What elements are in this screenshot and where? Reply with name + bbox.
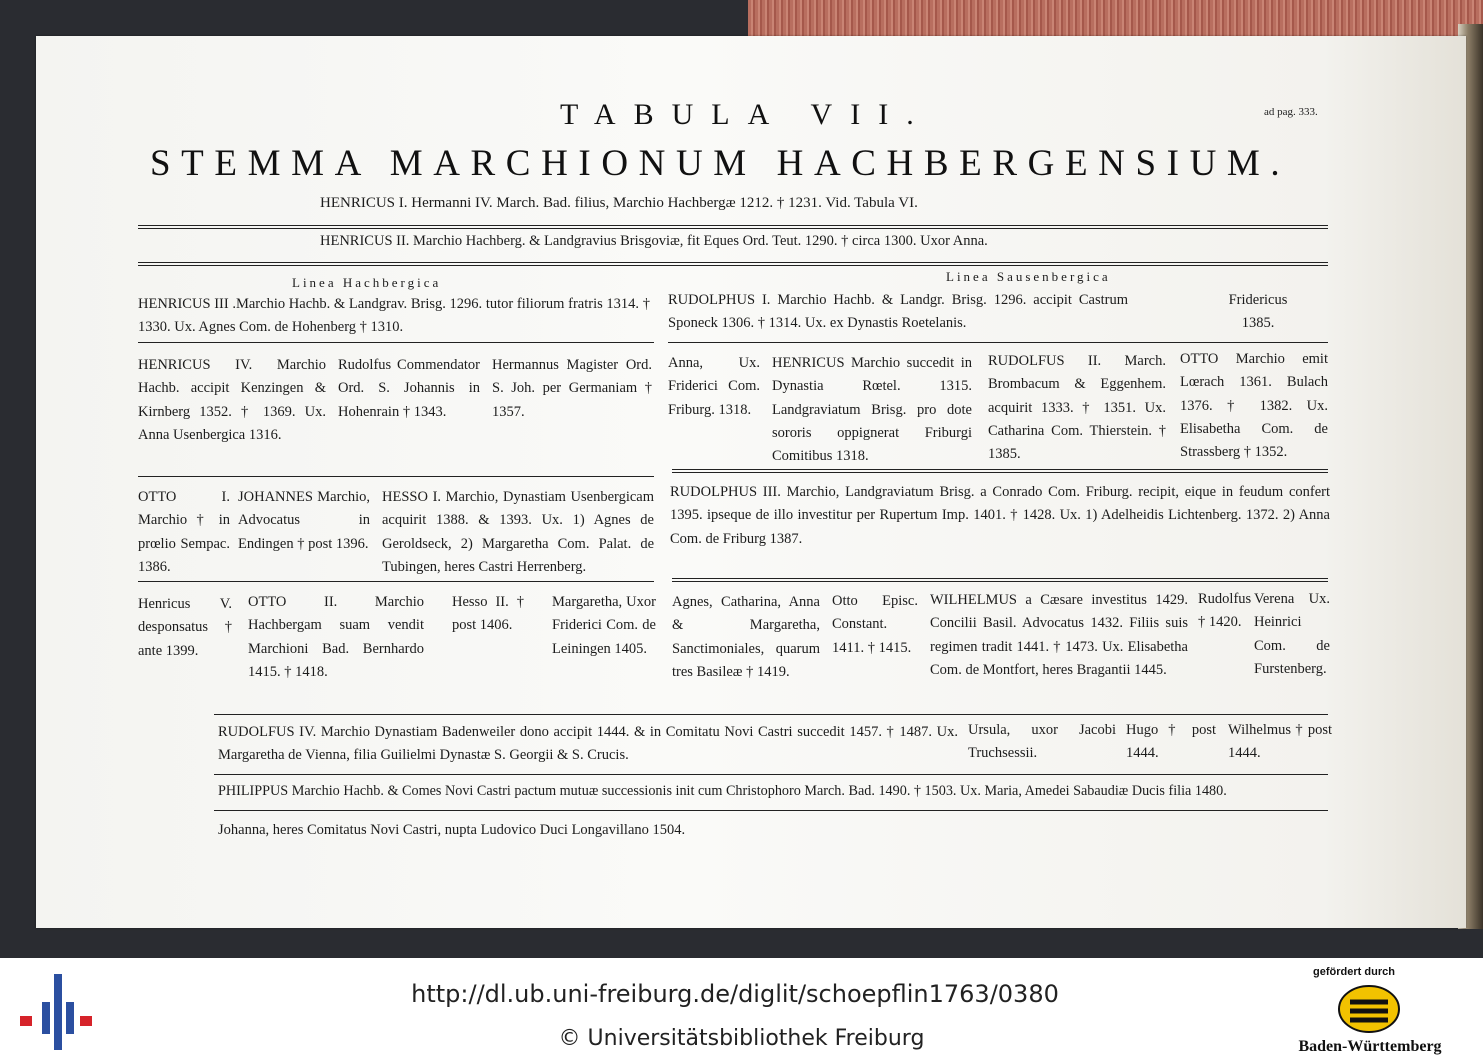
divider bbox=[138, 342, 654, 343]
baden-wuerttemberg-crest-icon bbox=[1336, 984, 1402, 1034]
divider bbox=[138, 225, 1328, 229]
agnes-catharina: Agnes, Catharina, Anna & Margaretha, Sanctimoniales, quarum tres Basileæ † 1419. bbox=[672, 594, 820, 680]
wilhelmus: WILHELMUS a Cæsare investitus 1429. Concilii Basil. Advocatus 1432. Filiis suis regimen tradit 1441. † 1473. Ux. Elisabetha Com. de Montfort, heres Bragantii 1445. bbox=[930, 592, 1188, 678]
divider bbox=[672, 578, 1328, 582]
hesso-1: HESSO I. Marchio, Dynastiam Usenbergicam acquirit 1388. & 1393. Ux. 1) Agnes de Geroldseck, 2) Margaretha Com. Palat. de Tubingen, heres Castri Herrenberg. bbox=[382, 489, 654, 575]
hermannus: Hermannus Magister Ord. S. Joh. per Germaniam † 1357. bbox=[492, 357, 652, 420]
funder-name: Baden-Württemberg bbox=[1298, 1038, 1442, 1055]
rudolphus-3: RUDOLPHUS III. Marchio, Landgraviatum Brisg. a Conrado Com. Friburg. recipit, eique in feudum confert 1395. ipseque de illo investitur per Rupertum Imp. 1401. † 1428. Ux. 1) Adelheidis Lichtenberg. 1372. 2) Anna Com. de Friburg 1387. bbox=[670, 484, 1330, 547]
johanna: Johanna, heres Comitatus Novi Castri, nupta Ludovico Duci Longavillano 1504. bbox=[218, 822, 686, 838]
philippus: PHILIPPUS Marchio Hachb. & Comes Novi Castri pactum mutuæ successionis init cum Christophoro March. Bad. 1490. † 1503. Ux. Maria, Amedei Sabaudiæ Ducis filia 1480. bbox=[218, 783, 1227, 799]
divider bbox=[138, 262, 1328, 266]
henricus-1: HENRICUS I. Hermanni IV. March. Bad. filius, Marchio Hachbergæ 1212. † 1231. Vid. Tabula VI. bbox=[320, 195, 918, 211]
divider bbox=[138, 476, 654, 477]
page-title: TABULA VII. bbox=[560, 98, 932, 131]
rudolfus-small: Rudolfus † 1420. bbox=[1198, 591, 1252, 631]
hesso-2: Hesso II. † post 1406. bbox=[452, 594, 524, 634]
linea-sausenbergica: Linea Sausenbergica bbox=[946, 269, 1111, 284]
copyright: © Universitätsbibliothek Freiburg bbox=[558, 1026, 925, 1051]
henricus-2: HENRICUS II. Marchio Hachberg. & Landgravius Brisgoviæ, fit Eques Ord. Teut. 1290. † circa 1300. Uxor Anna. bbox=[320, 233, 988, 249]
rudolfus-2: RUDOLFUS II. March. Brombacum & Eggenhem. acquirit 1333. † 1351. Ux. Catharina Com. Thierstein. † 1385. bbox=[988, 353, 1166, 463]
funding-note: gefördert durch bbox=[1313, 966, 1395, 978]
hugo: Hugo † post 1444. bbox=[1126, 722, 1216, 762]
page-subtitle: STEMMA MARCHIONUM HACHBERGENSIUM. bbox=[150, 143, 1291, 184]
otto-episc: Otto Episc. Constant. 1411. † 1415. bbox=[832, 593, 918, 656]
ursula: Ursula, uxor Jacobi Truchsessii. bbox=[968, 722, 1116, 762]
johannes: JOHANNES Marchio, Advocatus in Endingen † post 1396. bbox=[238, 489, 370, 552]
verena: Verena Ux. Heinrici Com. de Furstenberg. bbox=[1254, 591, 1330, 677]
otto-2: OTTO II. Marchio Hachbergam suam vendit Marchioni Bad. Bernhardo 1415. † 1418. bbox=[248, 594, 424, 680]
divider bbox=[214, 774, 1328, 775]
rudolphus-1: RUDOLPHUS I. Marchio Hachb. & Landgr. Brisg. 1296. accipit Castrum Sponeck 1306. † 1314. Ux. ex Dynastis Roetelanis. bbox=[668, 292, 1128, 332]
divider bbox=[214, 714, 1328, 715]
henricus-4: HENRICUS IV. Marchio Hachb. accipit Kenzingen & Kirnberg 1352. † 1369. Ux. Anna Usenbergica 1316. bbox=[138, 357, 326, 443]
wilhelmus-2: Wilhelmus † post 1444. bbox=[1228, 722, 1332, 762]
book-page-edges bbox=[748, 0, 1483, 36]
permalink-url[interactable]: http://dl.ub.uni-freiburg.de/diglit/schoepflin1763/0380 bbox=[411, 980, 1059, 1008]
rudolfus-4: RUDOLFUS IV. Marchio Dynastiam Badenweiler dono accipit 1444. & in Comitatu Novi Castri succedit 1457. † 1487. Ux. Margaretha de Vienna, filia Guilielmi Dynastæ S. Georgii & S. Crucis. bbox=[218, 724, 958, 764]
divider bbox=[668, 342, 1328, 343]
otto-marchio: OTTO Marchio emit Lœrach 1361. Bulach 1376. † 1382. Ux. Elisabetha Com. de Strassberg † 1352. bbox=[1180, 351, 1328, 461]
divider bbox=[138, 581, 654, 582]
rudolfus-commendator: Rudolfus Commendator Ord. S. Johannis in Hohenrain † 1343. bbox=[338, 357, 480, 420]
margaretha: Margaretha, Uxor Friderici Com. de Leiningen 1405. bbox=[552, 594, 656, 657]
footer bbox=[0, 958, 1483, 1063]
linea-hachbergica: Linea Hachbergica bbox=[292, 275, 442, 290]
henricus-succedit: HENRICUS Marchio succedit in Dynastia Rœtel. 1315. Landgraviatum Brisg. pro dote sororis oppignerat Friburgi Comitibus 1318. bbox=[772, 355, 972, 465]
henricus-5: Henricus V. desponsatus † ante 1399. bbox=[138, 596, 232, 659]
henricus-3: HENRICUS III .Marchio Hachb. & Landgrav. Brisg. 1296. tutor filiorum fratris 1314. † 1330. Ux. Agnes Com. de Hohenberg † 1310. bbox=[138, 296, 650, 336]
page-reference: ad pag. 333. bbox=[1264, 106, 1318, 118]
divider bbox=[672, 469, 1328, 473]
otto-1: OTTO I. Marchio † in prœlio Sempac. 1386. bbox=[138, 489, 230, 575]
divider bbox=[214, 810, 1328, 811]
fridericus: Fridericus 1385. bbox=[1228, 292, 1288, 332]
anna-friderici: Anna, Ux. Friderici Com. Friburg. 1318. bbox=[668, 355, 760, 418]
